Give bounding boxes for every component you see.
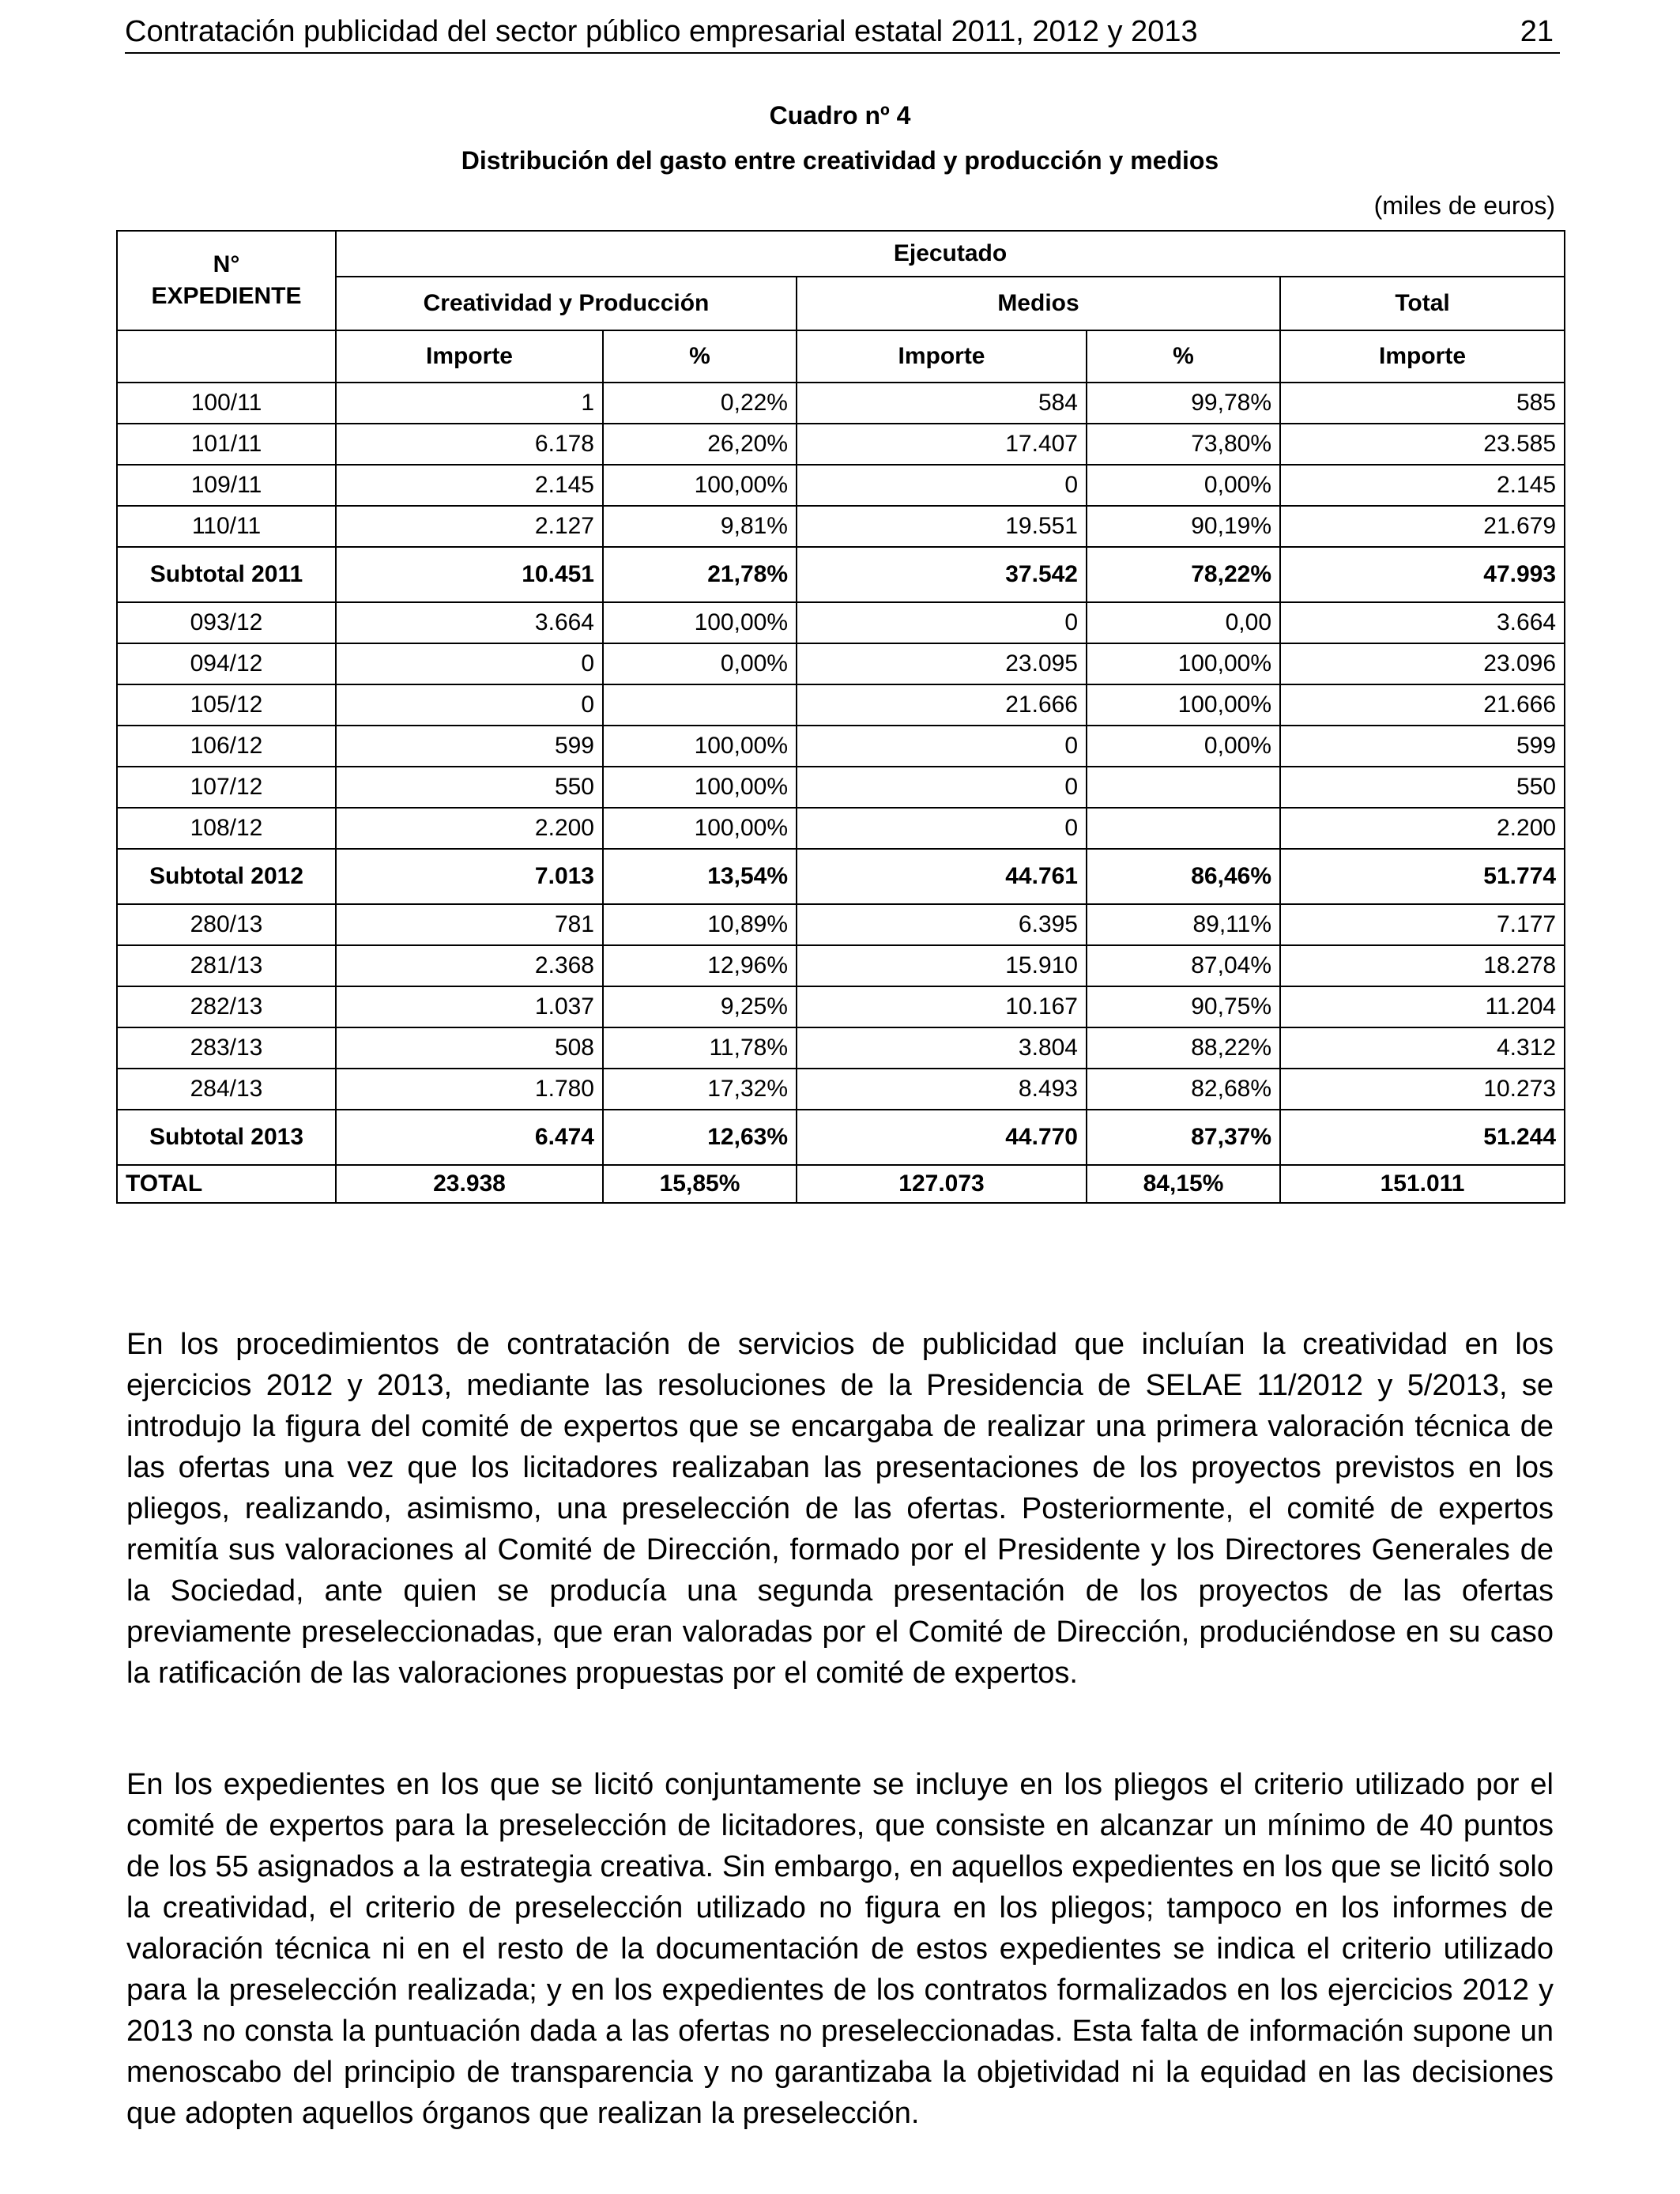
header-medios-percent: % (1087, 330, 1280, 383)
cell-medios-percent (1087, 767, 1280, 808)
cell-medios-percent: 100,00% (1087, 684, 1280, 726)
cell-cp-percent: 10,89% (603, 904, 797, 945)
cell-medios-importe: 6.395 (797, 904, 1087, 945)
cell-total: 2.145 (1280, 465, 1565, 506)
cell-medios-percent: 0,00% (1087, 465, 1280, 506)
cell-medios-importe: 0 (797, 465, 1087, 506)
cell-medios-percent: 88,22% (1087, 1027, 1280, 1069)
cell-medios-percent: 87,04% (1087, 945, 1280, 986)
cell-cp-percent (603, 684, 797, 726)
cell-medios-percent: 86,46% (1087, 849, 1280, 904)
cell-total: 21.679 (1280, 506, 1565, 547)
cell-medios-percent: 89,11% (1087, 904, 1280, 945)
cell-cp-percent: 12,63% (603, 1110, 797, 1165)
header-empty-cell (117, 330, 336, 383)
cell-medios-importe: 17.407 (797, 424, 1087, 465)
cell-cp-percent: 0,00% (603, 643, 797, 684)
cell-expediente: 280/13 (117, 904, 336, 945)
cell-cp-percent: 12,96% (603, 945, 797, 986)
paragraph-1: En los procedimientos de contratación de servicios de publicidad que incluían la creatividad en los ejercicios 2012 y 2013, mediante las resoluciones de la Presidencia de SELAE 11/2012 y 5/2013, se introdujo la figura del comité de expertos que se encargaba de realizar una primera valoración técnica de las ofertas una vez que los licitadores realizaban las presentaciones de los proyectos previstos en los pliegos, realizando, asimismo, una preselección de las ofertas. Posteriormente, el comité de expertos remitía sus valoraciones al Comité de Dirección, formado por el Presidente y los Directores Generales de la Sociedad, ante quien se producía una segunda presentación de los proyectos de las ofertas previamente preseleccionadas, que eran valoradas por el Comité de Dirección, produciéndose en su caso la ratificación de las valoraciones propuestas por el comité de expertos. (126, 1328, 1554, 1690)
cell-total: 21.666 (1280, 684, 1565, 726)
cell-expediente: 283/13 (117, 1027, 336, 1069)
cell-cp-percent: 15,85% (603, 1165, 797, 1203)
cell-cp-importe: 10.451 (336, 547, 603, 602)
header-total: Total (1280, 277, 1565, 330)
cell-medios-importe: 44.761 (797, 849, 1087, 904)
cell-medios-percent: 87,37% (1087, 1110, 1280, 1165)
cell-medios-importe: 23.095 (797, 643, 1087, 684)
cell-medios-importe: 3.804 (797, 1027, 1087, 1069)
cell-cp-importe: 781 (336, 904, 603, 945)
cell-cp-percent: 13,54% (603, 849, 797, 904)
cell-medios-percent: 99,78% (1087, 383, 1280, 424)
table-row (117, 424, 1565, 465)
cell-medios-importe: 10.167 (797, 986, 1087, 1027)
cell-cp-importe: 2.127 (336, 506, 603, 547)
cell-total: 10.273 (1280, 1069, 1565, 1110)
table-row (117, 767, 1565, 808)
page-header (125, 11, 1560, 54)
table-units: (miles de euros) (1373, 191, 1555, 220)
cell-medios-importe: 0 (797, 726, 1087, 767)
cell-expediente: 281/13 (117, 945, 336, 986)
cell-expediente: 101/11 (117, 424, 336, 465)
cell-expediente: 093/12 (117, 602, 336, 643)
header-title: Contratación publicidad del sector público empresarial estatal 2011, 2012 y 2013 (125, 15, 1198, 48)
cell-medios-percent: 84,15% (1087, 1165, 1280, 1203)
table-row (117, 726, 1565, 767)
header-cp-importe: Importe (336, 330, 603, 383)
cell-cp-importe: 6.474 (336, 1110, 603, 1165)
table-body (117, 383, 1565, 1203)
header-expediente-line2: EXPEDIENTE (151, 283, 302, 309)
cell-expediente: 105/12 (117, 684, 336, 726)
cell-medios-percent: 90,19% (1087, 506, 1280, 547)
cell-medios-percent: 0,00 (1087, 602, 1280, 643)
header-expediente-line1: N° (213, 251, 240, 277)
total-row (117, 1165, 1565, 1203)
cell-cp-percent: 11,78% (603, 1027, 797, 1069)
subtotal-row (117, 849, 1565, 904)
header-creatividad: Creatividad y Producción (336, 277, 797, 330)
cell-cp-importe: 508 (336, 1027, 603, 1069)
cell-medios-importe: 127.073 (797, 1165, 1087, 1203)
cell-medios-percent: 0,00% (1087, 726, 1280, 767)
cell-medios-importe: 15.910 (797, 945, 1087, 986)
cell-expediente: 108/12 (117, 808, 336, 849)
cell-expediente: Subtotal 2011 (117, 547, 336, 602)
cell-cp-importe: 1.037 (336, 986, 603, 1027)
cell-expediente: 106/12 (117, 726, 336, 767)
cell-expediente: Subtotal 2013 (117, 1110, 336, 1165)
cell-cp-percent: 100,00% (603, 602, 797, 643)
cell-cp-importe: 2.145 (336, 465, 603, 506)
cell-cp-percent: 100,00% (603, 465, 797, 506)
paragraph-2: En los expedientes en los que se licitó conjuntamente se incluye en los pliegos el criterio utilizado por el comité de expertos para la preselección de licitadores, que consiste en alcanzar un mínimo de 40 puntos de los 55 asignados a la estrategia creativa. Sin embargo, en aquellos expedientes en los que se licitó solo la creatividad, el criterio de preselección utilizado no figura en los pliegos; tampoco en los informes de valoración técnica ni en el resto de la documentación de estos expedientes se indica el criterio utilizado para la preselección realizada; y en los expedientes de los contratos formalizados en los ejercicios 2012 y 2013 no consta la puntuación dada a las ofertas no preseleccionadas. Esta falta de información supone un menoscabo del principio de transparencia y no garantizaba la objetividad ni la equidad en las decisiones que adopten aquellos órganos que realizan la preselección. (126, 1768, 1554, 2130)
cell-expediente: 100/11 (117, 383, 336, 424)
cell-cp-percent: 9,25% (603, 986, 797, 1027)
table-row (117, 383, 1565, 424)
table-row (117, 465, 1565, 506)
cell-cp-percent: 0,22% (603, 383, 797, 424)
cell-cp-importe: 2.368 (336, 945, 603, 986)
cell-expediente: 094/12 (117, 643, 336, 684)
cell-total: 11.204 (1280, 986, 1565, 1027)
cell-total: 51.244 (1280, 1110, 1565, 1165)
table-row (117, 1027, 1565, 1069)
cell-medios-percent: 73,80% (1087, 424, 1280, 465)
cell-expediente: 110/11 (117, 506, 336, 547)
cell-medios-importe: 0 (797, 767, 1087, 808)
cell-expediente: 284/13 (117, 1069, 336, 1110)
table-row (117, 684, 1565, 726)
cell-total: 151.011 (1280, 1165, 1565, 1203)
cell-expediente: 282/13 (117, 986, 336, 1027)
cell-cp-percent: 21,78% (603, 547, 797, 602)
cell-cp-importe: 0 (336, 643, 603, 684)
table-row (117, 808, 1565, 849)
cell-cp-importe: 2.200 (336, 808, 603, 849)
cell-total: 3.664 (1280, 602, 1565, 643)
header-cp-percent: % (603, 330, 797, 383)
cell-medios-percent: 78,22% (1087, 547, 1280, 602)
cell-medios-importe: 0 (797, 808, 1087, 849)
table-row (117, 945, 1565, 986)
cell-cp-percent: 100,00% (603, 767, 797, 808)
cell-total: 23.096 (1280, 643, 1565, 684)
table-row (117, 506, 1565, 547)
subtotal-row (117, 547, 1565, 602)
cell-cp-importe: 6.178 (336, 424, 603, 465)
table-row (117, 643, 1565, 684)
table-number: Cuadro nº 4 (769, 101, 911, 130)
cell-medios-importe: 8.493 (797, 1069, 1087, 1110)
cell-cp-percent: 100,00% (603, 808, 797, 849)
cell-medios-percent (1087, 808, 1280, 849)
header-medios: Medios (797, 277, 1280, 330)
cell-cp-importe: 7.013 (336, 849, 603, 904)
cell-cp-percent: 26,20% (603, 424, 797, 465)
cell-total: 47.993 (1280, 547, 1565, 602)
cell-medios-percent: 100,00% (1087, 643, 1280, 684)
header-medios-importe: Importe (797, 330, 1087, 383)
cell-expediente: Subtotal 2012 (117, 849, 336, 904)
cell-total: 18.278 (1280, 945, 1565, 986)
cell-cp-percent: 9,81% (603, 506, 797, 547)
cell-total: 4.312 (1280, 1027, 1565, 1069)
expense-table (116, 230, 1565, 1204)
table-title: Distribución del gasto entre creatividad y producción y medios (461, 146, 1219, 175)
cell-cp-percent: 17,32% (603, 1069, 797, 1110)
cell-cp-importe: 1.780 (336, 1069, 603, 1110)
cell-total: 599 (1280, 726, 1565, 767)
cell-medios-importe: 19.551 (797, 506, 1087, 547)
table-row (117, 1069, 1565, 1110)
cell-cp-importe: 23.938 (336, 1165, 603, 1203)
cell-medios-importe: 21.666 (797, 684, 1087, 726)
subtotal-row (117, 1110, 1565, 1165)
cell-cp-importe: 599 (336, 726, 603, 767)
cell-medios-importe: 584 (797, 383, 1087, 424)
page-number: 21 (1520, 15, 1554, 48)
cell-total: 23.585 (1280, 424, 1565, 465)
cell-total: 2.200 (1280, 808, 1565, 849)
cell-medios-importe: 37.542 (797, 547, 1087, 602)
table-row (117, 986, 1565, 1027)
header-ejecutado: Ejecutado (336, 231, 1565, 277)
cell-expediente: 107/12 (117, 767, 336, 808)
header-total-importe: Importe (1280, 330, 1565, 383)
cell-total: 585 (1280, 383, 1565, 424)
cell-medios-percent: 90,75% (1087, 986, 1280, 1027)
cell-cp-percent: 100,00% (603, 726, 797, 767)
cell-total: 550 (1280, 767, 1565, 808)
cell-expediente: TOTAL (117, 1165, 336, 1203)
cell-medios-importe: 0 (797, 602, 1087, 643)
cell-total: 51.774 (1280, 849, 1565, 904)
cell-medios-importe: 44.770 (797, 1110, 1087, 1165)
table-row (117, 602, 1565, 643)
cell-cp-importe: 1 (336, 383, 603, 424)
cell-cp-importe: 3.664 (336, 602, 603, 643)
cell-total: 7.177 (1280, 904, 1565, 945)
cell-cp-importe: 550 (336, 767, 603, 808)
header-expediente (117, 231, 336, 330)
table-row (117, 904, 1565, 945)
cell-medios-percent: 82,68% (1087, 1069, 1280, 1110)
cell-cp-importe: 0 (336, 684, 603, 726)
cell-expediente: 109/11 (117, 465, 336, 506)
